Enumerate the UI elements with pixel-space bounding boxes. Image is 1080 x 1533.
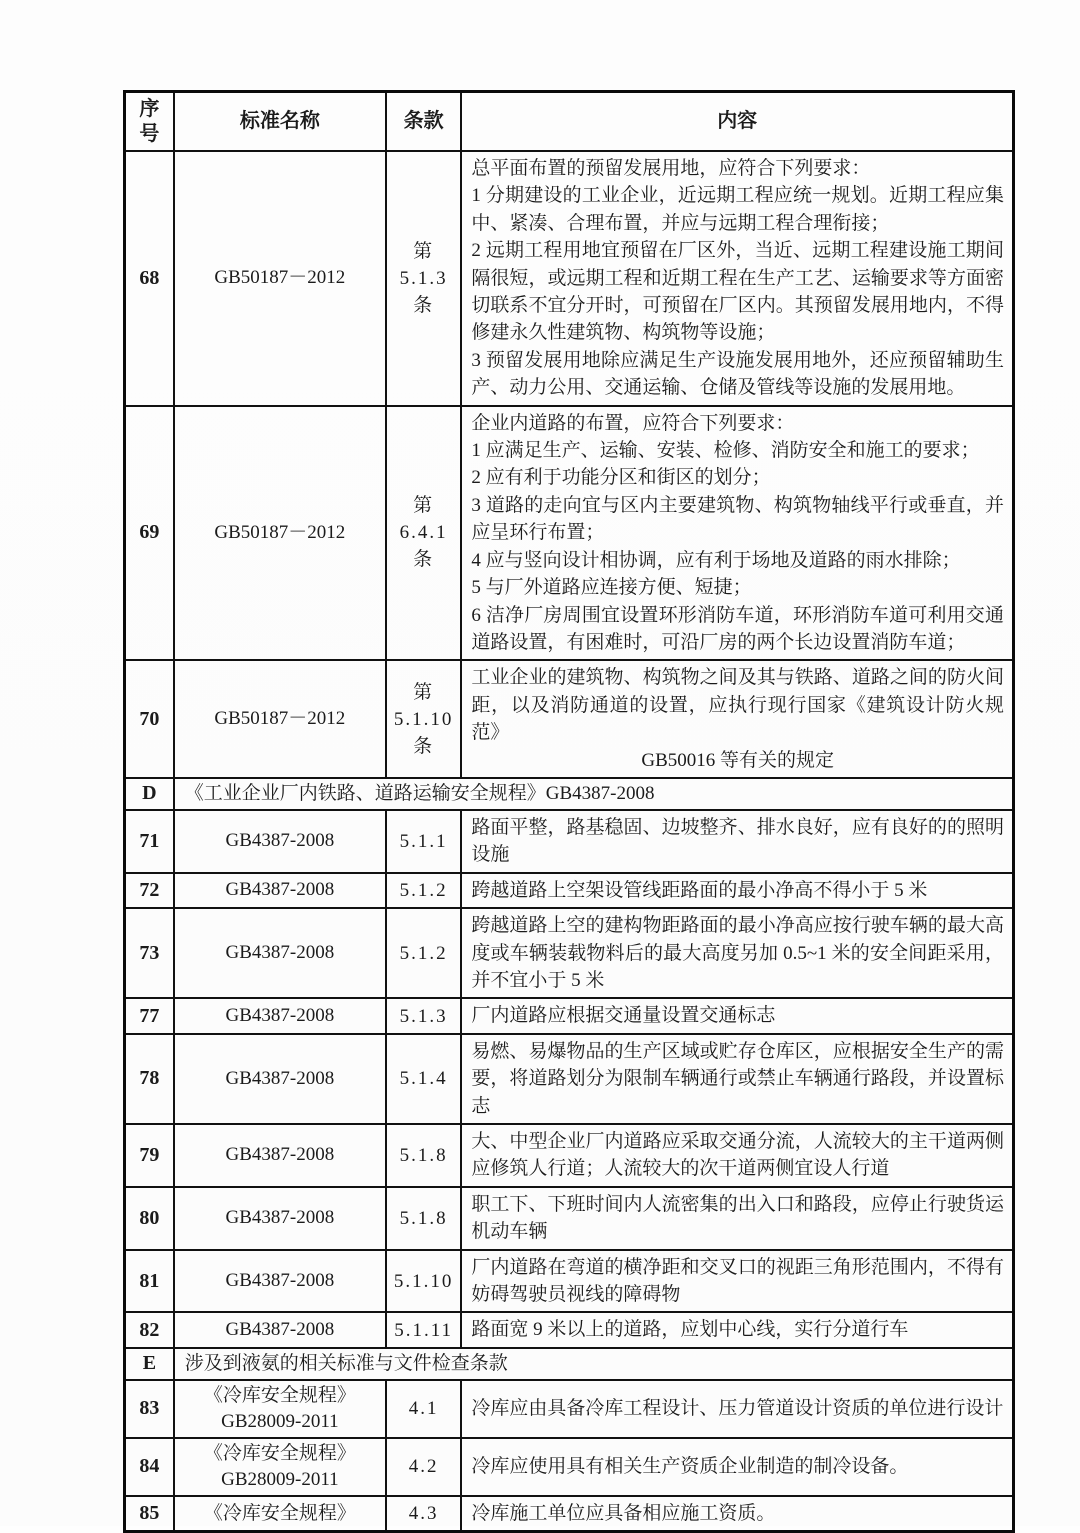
clause-line: 5.1.1	[399, 830, 448, 852]
serial-number-cell: 78	[125, 1034, 174, 1124]
content-cell	[461, 908, 1013, 998]
content-paragraph: GB50016 等有关的规定	[641, 749, 835, 771]
content-cell	[461, 1312, 1013, 1347]
standard-name-line: GB50187－2012	[214, 708, 346, 730]
clause-cell	[386, 873, 461, 908]
clause-line: 5.1.4	[399, 1068, 448, 1090]
standard-name-line: GB4387-2008	[225, 1005, 335, 1027]
content-paragraph: 跨越道路上空架设管线距路面的最小净高不得小于 5 米	[471, 879, 928, 901]
content-paragraph: 5 与厂外道路应连接方便、短捷；	[471, 577, 752, 599]
content-paragraph: 路面宽 9 米以上的道路，应划中心线，实行分道行车	[471, 1319, 909, 1341]
clause-line: 第	[413, 681, 435, 703]
clause-line: 5.1.2	[399, 879, 448, 901]
section-title-cell: 《工业企业厂内铁路、道路运输安全规程》GB4387-2008	[174, 778, 1014, 810]
section-title-cell: 涉及到液氨的相关标准与文件检查条款	[174, 1348, 1014, 1380]
table-row	[125, 1496, 1014, 1532]
standard-name-line: GB28009-2011	[221, 1410, 339, 1432]
standard-name-line: GB50187－2012	[214, 267, 346, 289]
clause-cell	[386, 1312, 461, 1347]
clause-line: 条	[413, 735, 435, 757]
table-row	[125, 998, 1014, 1033]
clause-cell	[386, 1380, 461, 1438]
content-paragraph: 4 应与竖向设计相协调，应有利于场地及道路的雨水排除；	[471, 549, 961, 571]
content-cell	[461, 1438, 1013, 1496]
clause-line: 5.1.3	[399, 1005, 448, 1027]
serial-number-cell: 80	[125, 1187, 174, 1250]
serial-number-cell: 73	[125, 908, 174, 998]
table-row	[125, 406, 1014, 661]
content-paragraph: 冷库应由具备冷库工程设计、压力管道设计资质的单位进行设计	[471, 1398, 1004, 1420]
content-cell	[461, 1380, 1013, 1438]
header-serial-line1: 序	[139, 97, 160, 120]
clause-line: 5.1.8	[399, 1144, 448, 1166]
clause-cell	[386, 406, 461, 661]
standard-name-line: GB4387-2008	[225, 942, 335, 964]
table-header	[125, 92, 1014, 152]
header-standard-name: 标准名称	[174, 92, 386, 152]
table-row	[125, 151, 1014, 406]
clause-line: 5.1.8	[399, 1207, 448, 1229]
serial-number-cell: 82	[125, 1312, 174, 1347]
clause-line: 条	[413, 549, 435, 571]
content-cell	[461, 406, 1013, 661]
clause-line: 4.1	[408, 1398, 439, 1420]
content-paragraph: 冷库应使用具有相关生产资质企业制造的制冷设备。	[471, 1456, 909, 1478]
clause-cell	[386, 151, 461, 406]
serial-number-cell: D	[125, 778, 174, 810]
clause-cell	[386, 1250, 461, 1313]
serial-number-cell: 83	[125, 1380, 174, 1438]
content-paragraph: 工业企业的建筑物、构筑物之间及其与铁路、道路之间的防火间距，以及消防通道的设置，应执行现行国家《建筑设计防火规范》	[471, 667, 1004, 744]
content-paragraph: 6 洁净厂房周围宜设置环形消防车道，环形消防车道可利用交通道路设置，有困难时，可沿厂房的两个长边设置消防车道；	[471, 604, 1004, 653]
content-cell	[461, 1187, 1013, 1250]
content-paragraph: 3 预留发展用地除应满足生产设施发展用地外，还应预留辅助生产、动力公用、交通运输、仓储及管线等设施的发展用地。	[471, 349, 1004, 399]
content-paragraph: 1 分期建设的工业企业，近远期工程应统一规划。近期工程应集中、紧凑、合理布置，并应与远期工程合理衔接；	[471, 185, 1004, 234]
standard-name-line: 《冷库安全规程》	[203, 1502, 356, 1524]
content-paragraph: 2 远期工程用地宜预留在厂区外，当近、远期工程建设施工期间隔很短，或远期工程和近期工程在生产工艺、运输要求等方面密切联系不宜分开时，可预留在厂区内。其预留发展用地内，不得修建永久性建筑物、构筑物等设施；	[471, 240, 1004, 344]
content-cell	[461, 1496, 1013, 1532]
content-paragraph: 冷库施工单位应具备相应施工资质。	[471, 1502, 776, 1524]
clause-cell	[386, 998, 461, 1033]
clause-cell	[386, 908, 461, 998]
content-cell	[461, 998, 1013, 1033]
section-row	[125, 1348, 1014, 1380]
clause-cell	[386, 1034, 461, 1124]
serial-number-cell: 85	[125, 1496, 174, 1532]
standard-name-cell	[174, 1034, 386, 1124]
clause-line: 5.1.3	[399, 267, 448, 289]
serial-number-cell: 68	[125, 151, 174, 406]
standard-name-cell	[174, 908, 386, 998]
content-paragraph: 总平面布置的预留发展用地，应符合下列要求：	[471, 158, 871, 179]
content-cell	[461, 1124, 1013, 1187]
section-row	[125, 778, 1014, 810]
clause-line: 5.1.2	[399, 942, 448, 964]
clause-line: 4.3	[408, 1503, 439, 1525]
header-clause: 条款	[386, 92, 461, 152]
standard-name-line: GB4387-2008	[225, 1207, 335, 1229]
standard-name-line: GB4387-2008	[225, 1067, 335, 1089]
standard-name-cell	[174, 151, 386, 406]
content-paragraph: 跨越道路上空的建构物距路面的最小净高应按行驶车辆的最大高度或车辆装载物料后的最大高度另加 0.5~1 米的安全间距采用，并不宜小于 5 米	[471, 915, 1004, 991]
standard-name-cell	[174, 810, 386, 873]
content-paragraph: 3 道路的走向宜与区内主要建筑物、构筑物轴线平行或垂直，并应呈环行布置；	[471, 494, 1004, 544]
content-paragraph: 路面平整，路基稳固、边坡整齐、排水良好，应有良好的的照明设施	[471, 816, 1004, 866]
standard-name-cell	[174, 1438, 386, 1496]
standard-name-line: 《冷库安全规程》	[203, 1442, 356, 1464]
content-paragraph: 易燃、易爆物品的生产区域或贮存仓库区，应根据安全生产的需要，将道路划分为限制车辆通行或禁止车辆通行路段，并设置标志	[471, 1040, 1004, 1117]
content-cell	[461, 1250, 1013, 1313]
table-body	[125, 151, 1014, 1532]
content-paragraph: 2 应有利于功能分区和街区的划分；	[471, 467, 771, 489]
content-cell	[461, 1034, 1013, 1124]
content-paragraph: 职工下、下班时间内人流密集的出入口和路段，应停止行驶货运机动车辆	[471, 1193, 1004, 1243]
standard-name-cell	[174, 1187, 386, 1250]
header-serial-line2: 号	[139, 122, 160, 145]
standard-name-cell	[174, 998, 386, 1033]
table-row	[125, 660, 1014, 778]
serial-number-cell: 81	[125, 1250, 174, 1313]
clause-cell	[386, 810, 461, 873]
content-paragraph: 大、中型企业厂内道路应采取交通分流，人流较大的主干道两侧应修筑人行道；人流较大的次干道两侧宜设人行道	[471, 1131, 1004, 1180]
standard-name-cell	[174, 1124, 386, 1187]
clause-line: 条	[413, 294, 435, 316]
table-row	[125, 1034, 1014, 1124]
standard-name-cell	[174, 873, 386, 908]
table-row	[125, 810, 1014, 873]
standard-name-cell	[174, 1250, 386, 1313]
clause-line: 第	[413, 495, 435, 517]
header-content: 内容	[461, 92, 1013, 152]
serial-number-cell: 69	[125, 406, 174, 661]
standard-name-cell	[174, 1380, 386, 1438]
content-paragraph: 厂内道路应根据交通量设置交通标志	[471, 1005, 776, 1027]
standard-name-line: 《冷库安全规程》	[203, 1384, 356, 1406]
header-row	[125, 92, 1014, 152]
standard-name-line: GB4387-2008	[225, 1319, 335, 1341]
standards-table	[123, 90, 1015, 1533]
standard-name-cell	[174, 406, 386, 661]
serial-number-cell: 70	[125, 660, 174, 778]
clause-line: 5.1.10	[393, 1270, 454, 1292]
table-row	[125, 1380, 1014, 1438]
table-row	[125, 1250, 1014, 1313]
clause-line: 6.4.1	[399, 522, 448, 544]
standard-name-line: GB4387-2008	[225, 879, 335, 901]
serial-number-cell: 77	[125, 998, 174, 1033]
standard-name-cell	[174, 1312, 386, 1347]
clause-cell	[386, 660, 461, 778]
content-paragraph: 1 应满足生产、运输、安装、检修、消防安全和施工的要求；	[471, 440, 980, 462]
content-paragraph: 企业内道路的布置，应符合下列要求：	[471, 412, 795, 434]
table-row	[125, 908, 1014, 998]
table-row	[125, 1438, 1014, 1496]
table-row	[125, 1187, 1014, 1250]
standard-name-line: GB4387-2008	[225, 830, 335, 852]
content-cell	[461, 151, 1013, 406]
standard-name-line: GB50187－2012	[214, 521, 346, 543]
serial-number-cell: 71	[125, 810, 174, 873]
clause-line: 4.2	[408, 1456, 439, 1478]
clause-cell	[386, 1496, 461, 1532]
content-cell	[461, 660, 1013, 778]
content-cell	[461, 810, 1013, 873]
clause-cell	[386, 1124, 461, 1187]
table-row	[125, 1124, 1014, 1187]
serial-number-cell: 84	[125, 1438, 174, 1496]
serial-number-cell: E	[125, 1348, 174, 1380]
standard-name-line: GB4387-2008	[225, 1270, 335, 1292]
clause-line: 5.1.11	[394, 1319, 454, 1341]
content-cell	[461, 873, 1013, 908]
standard-name-cell	[174, 660, 386, 778]
standard-name-line: GB4387-2008	[225, 1144, 335, 1166]
clause-line: 5.1.10	[393, 708, 454, 730]
serial-number-cell: 72	[125, 873, 174, 908]
serial-number-cell: 79	[125, 1124, 174, 1187]
table-row	[125, 1312, 1014, 1347]
clause-cell	[386, 1438, 461, 1496]
table-row	[125, 873, 1014, 908]
standard-name-cell	[174, 1496, 386, 1532]
header-serial	[125, 92, 174, 152]
clause-cell	[386, 1187, 461, 1250]
standard-name-line: GB28009-2011	[221, 1468, 339, 1490]
content-paragraph: 厂内道路在弯道的横净距和交叉口的视距三角形范围内，不得有妨碍驾驶员视线的障碍物	[471, 1256, 1004, 1306]
clause-line: 第	[413, 240, 435, 262]
